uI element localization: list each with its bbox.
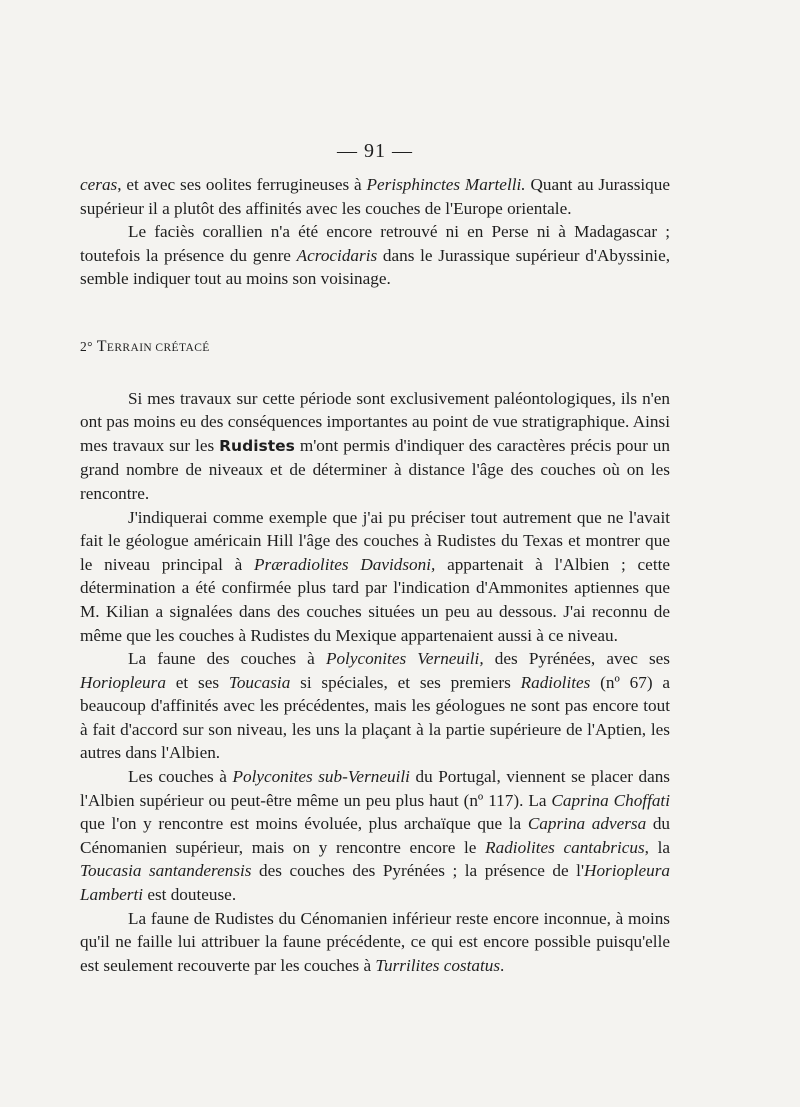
italic-term: Præradiolites Davidsoni, xyxy=(254,554,436,574)
italic-term: Polyconites Verneuili, xyxy=(325,649,484,669)
italic-term: Caprina adversa xyxy=(527,814,647,834)
text-run: appartenait à l'Albien ; cette détermination a été confirmée plus tard par l'indication d'Ammonites aptiennes que M. Kilian a signalées dans des couches situées un peu au dessous. J'ai reconnu de même que les couches à Rudistes du Mexique appartenaient aussi à ce niveau. xyxy=(80,554,670,645)
text-run: , la xyxy=(644,837,671,857)
text-run: Quant au Jurassique supérieur il a plutôt des affinités avec les couches de l'Europe orientale. xyxy=(80,175,670,218)
italic-term: Perisphinctes Martelli. xyxy=(366,175,526,194)
text-run: des Pyrénées, avec ses xyxy=(483,649,670,669)
text-run: est douteuse. xyxy=(143,885,237,905)
paragraph-5 xyxy=(80,647,670,765)
heading-initial: T xyxy=(96,337,107,355)
bold-term: Rudistes xyxy=(219,436,295,455)
section-heading xyxy=(80,335,670,361)
text-run: Si mes travaux sur cette période sont exclusivement paléontologiques, ils n'en ont pas moins eu des conséquences importantes au point de vue stratigraphique. Ainsi mes travaux sur les xyxy=(80,388,670,455)
text-run: et ses xyxy=(165,672,229,692)
text-run: J'indiquerai comme exemple que j'ai pu préciser tout autrement que ne l'avait fait le géologue américain Hill l'âge des couches à Rudistes du Texas et montrer que le niveau principal à xyxy=(80,507,670,574)
italic-term: Horiopleura xyxy=(80,672,166,692)
page-number: — 91 — xyxy=(337,140,413,162)
body-text xyxy=(80,173,670,977)
italic-term: ceras xyxy=(80,175,118,194)
text-run: La faune de Rudistes du Cénomanien inférieur reste encore inconnue, à moins qu'il ne faille lui attribuer la faune précédente, ce qui est encore possible puisqu'elle est seulement recouverte par les couches à xyxy=(80,908,670,975)
italic-term: Radiolites cantabricus xyxy=(485,837,645,857)
text-run: (nº 67) a beaucoup d'affinités avec les précédentes, mais les géologues ne sont pas encore tout à fait d'accord sur son niveau, les uns la plaçant à la partie supérieure de l'Aptien, les autres dans l'Albien. xyxy=(80,672,671,763)
text-run: Les couches à xyxy=(128,767,233,787)
text-run: que l'on y rencontre est moins évoluée, plus archaïque que la xyxy=(80,814,528,834)
heading-word: CRÉTACÉ xyxy=(152,341,210,354)
text-run: du Cénomanien supérieur, mais on y rencontre encore le xyxy=(80,814,671,857)
paragraph-1 xyxy=(80,173,670,220)
text-run: , et avec ses oolites ferrugineuses à xyxy=(117,175,367,194)
italic-term: Horiopleura Lamberti xyxy=(80,861,670,905)
paragraph-3 xyxy=(80,387,670,506)
paragraph-7 xyxy=(80,907,670,978)
paragraph-4 xyxy=(80,506,670,648)
text-run: des couches des Pyrénées ; la présence de l' xyxy=(251,861,585,881)
italic-term: Toucasia xyxy=(228,672,291,692)
text-run: si spéciales, et ses premiers xyxy=(290,672,521,692)
paragraph-2 xyxy=(80,220,670,291)
italic-term: Radiolites xyxy=(520,672,591,692)
italic-term: Acrocidaris xyxy=(296,245,378,265)
text-run: Le faciès corallien n'a été encore retrouvé ni en Perse ni à Madagascar ; toutefois la présence du genre xyxy=(80,222,670,265)
italic-term: Turrilites costatus xyxy=(375,955,501,975)
paragraph-6 xyxy=(80,765,670,907)
text-run: m'ont permis d'indiquer des caractères précis pour un grand nombre de niveaux et de déterminer à distance l'âge des couches où on les rencontre. xyxy=(80,435,670,503)
italic-term: Toucasia santanderensis xyxy=(80,861,252,881)
text-run: La faune des couches à xyxy=(128,649,326,669)
text-run: . xyxy=(500,955,505,975)
heading-number: 2° xyxy=(80,338,97,354)
text-run: dans le Jurassique supérieur d'Abyssinie, semble indiquer tout au moins son voisinage. xyxy=(80,245,670,289)
text-run: du Portugal, viennent se placer dans l'Albien supérieur ou peut-être même un peu plus haut (nº 117). La xyxy=(80,767,670,810)
italic-term: Polyconites sub-Verneuili xyxy=(232,767,410,787)
heading-word: ERRAIN xyxy=(106,341,153,354)
italic-term: Caprina Choffati xyxy=(551,790,670,810)
